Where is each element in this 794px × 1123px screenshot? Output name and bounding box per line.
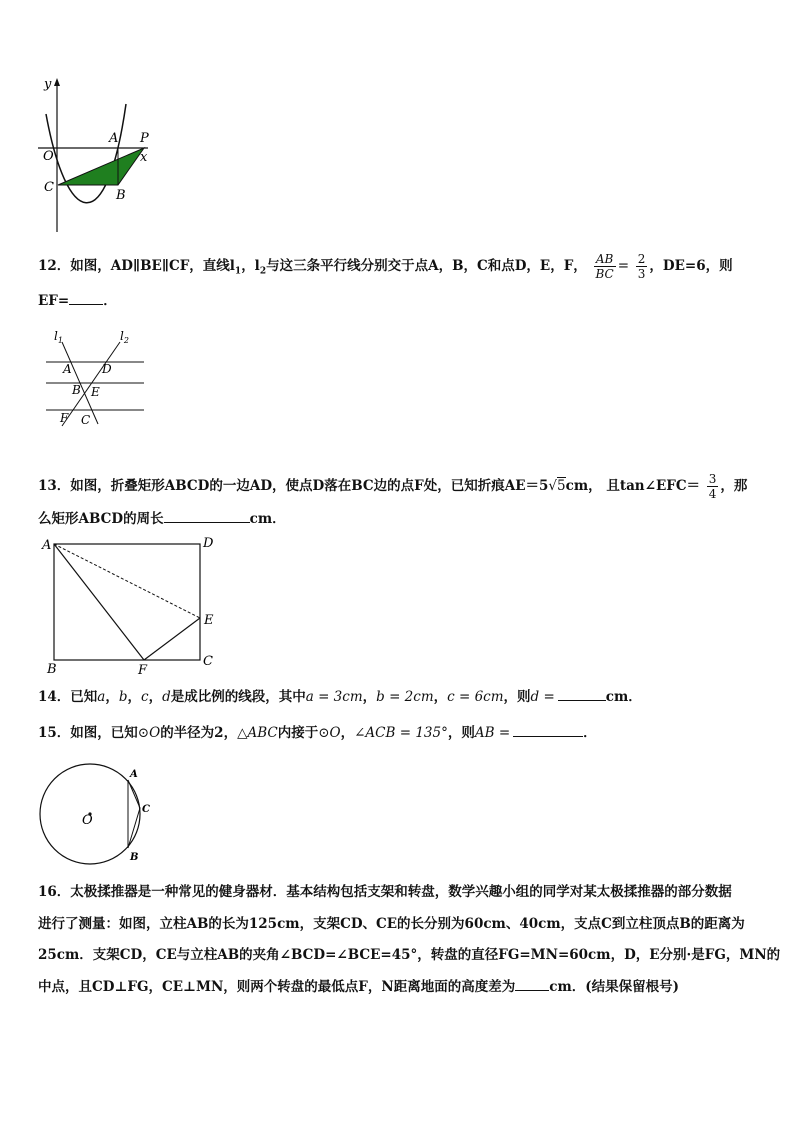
label-a: A xyxy=(63,362,72,376)
segment-fe xyxy=(144,618,200,660)
label-b: B xyxy=(47,662,57,676)
answer-blank-15[interactable] xyxy=(513,722,583,737)
circle-figure xyxy=(34,762,160,866)
label-a: A xyxy=(109,131,119,146)
answer-blank-14[interactable] xyxy=(558,686,606,701)
label-b: B xyxy=(116,188,126,203)
tan-fraction: $\frac{3}{4}$ xyxy=(708,472,717,501)
rectangle-fold-figure xyxy=(38,534,222,676)
ratio-fraction: $\frac{AB}{BC}$ xyxy=(595,252,614,281)
green-triangle xyxy=(58,148,144,185)
parabola-curve xyxy=(46,104,126,203)
label-c: C xyxy=(81,413,91,427)
label-a: A xyxy=(42,538,52,553)
label-l2: $l_2$ xyxy=(120,329,129,345)
parabola-figure xyxy=(36,74,156,236)
y-axis-arrow xyxy=(54,78,60,86)
answer-blank-12[interactable] xyxy=(69,290,103,305)
label-a: A xyxy=(130,769,138,780)
label-b: B xyxy=(130,852,139,863)
label-c: C xyxy=(44,180,54,195)
label-l1: $l_1$ xyxy=(54,329,63,345)
label-c: C xyxy=(142,804,150,815)
label-d: D xyxy=(102,362,112,376)
label-b: B xyxy=(72,383,81,397)
label-o: O xyxy=(82,813,93,828)
label-f: F xyxy=(60,411,69,425)
segment-af xyxy=(54,544,144,660)
question-13-line2: 么矩形ABCD的周长 cm． xyxy=(38,508,286,529)
label-o: O xyxy=(43,149,54,164)
label-c: C xyxy=(203,654,213,669)
label-y: y xyxy=(44,77,52,92)
rectangle-abcd xyxy=(54,544,200,660)
answer-blank-13[interactable] xyxy=(164,508,250,523)
question-16-line2: 进行了测量：如图，立柱AB的长为125cm，支架CD、CE的长分别为60cm、40cm，支点C到立柱顶点B的距离为 xyxy=(38,916,745,932)
line-l2 xyxy=(62,342,120,426)
sqrt-sign: √ xyxy=(548,478,558,494)
label-e: E xyxy=(91,385,100,399)
question-16-line4: 中点，且CD⊥FG，CE⊥MN，则两个转盘的最低点F，N距离地面的高度差为 cm．(结果保留根号) xyxy=(38,976,679,997)
question-15: 15．如图，已知⊙O的半径为2，△ABC内接于⊙O，∠ACB = 135°，则AB = ． xyxy=(38,722,597,743)
label-e: E xyxy=(204,613,214,628)
answer-blank-16[interactable] xyxy=(515,976,549,991)
question-13-line1: 13．如图，折叠矩形ABCD的一边AD，使点D落在BC边的点F处，已知折痕AE＝5√5cm， 且tan∠EFC＝ $\frac{3}{4}$ ，那 xyxy=(38,472,748,501)
question-12-line2: EF= ． xyxy=(38,290,117,311)
question-16-line1: 16．太极揉推器是一种常见的健身器材．基本结构包括支架和转盘，数学兴趣小组的同学对某太极揉推器的部分数据 xyxy=(38,884,732,900)
question-16-line3: 25cm．支架CD，CE与立柱AB的夹角∠BCD=∠BCE=45°，转盘的直径FG=MN=60cm，D，E分别·是FG，MN的 xyxy=(38,947,781,963)
label-p: P xyxy=(140,131,149,146)
label-f: F xyxy=(138,663,148,676)
parallel-lines-figure xyxy=(40,328,150,428)
label-d: D xyxy=(203,536,214,551)
question-12-line1: 12．如图，AD∥BE∥CF，直线$l_1$，$l_2$与这三条平行线分别交于点A，B，C和点D，E，F， $\frac{AB}{BC}$ = $\frac{2}{3}$ ，DE=6，则 xyxy=(38,252,733,281)
fold-line-ae xyxy=(54,544,200,618)
label-x: x xyxy=(140,150,148,165)
question-14: 14．已知a，b，c，d是成比例的线段，其中a = 3cm，b = 2cm，c = 6cm，则d = cm． xyxy=(38,686,642,707)
ratio-value: $\frac{2}{3}$ xyxy=(637,252,646,281)
